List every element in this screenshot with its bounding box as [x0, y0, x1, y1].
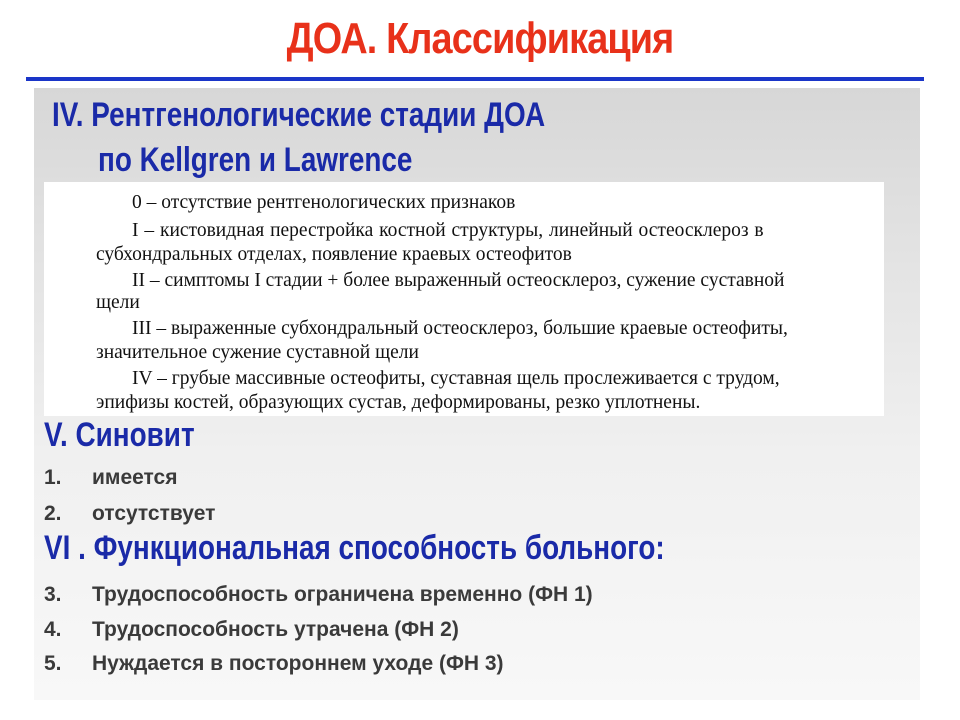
section-iv-heading-line2: по Kellgren и Lawrence	[98, 141, 413, 179]
stage-3-continuation: значительное сужение суставной щели	[96, 342, 419, 363]
stage-4-continuation: эпифизы костей, образующих сустав, деформированы, резко уплотнены.	[96, 392, 701, 413]
stage-3-line: III – выраженные субхондральный остеосклероз, большие краевые остеофиты,	[132, 318, 788, 339]
list-item-number: 1.	[44, 466, 62, 489]
list-item	[44, 466, 177, 490]
stage-1-continuation: субхондральных отделах, появление краевых остеофитов	[96, 244, 572, 265]
list-item-text: Нуждается в постороннем уходе (ФН 3)	[92, 652, 504, 675]
stage-1-line: I – кистовидная перестройка костной структуры, линейный остеосклероз в	[132, 220, 764, 241]
list-item-number: 3.	[44, 583, 62, 606]
stage-0-line: 0 – отсутствие рентгенологических признаков	[132, 192, 516, 213]
list-item-text: Трудоспособность утрачена (ФН 2)	[92, 618, 459, 641]
scanned-stages-image	[44, 182, 884, 416]
stage-2-continuation: щели	[96, 292, 140, 313]
list-item	[44, 652, 504, 676]
list-item-text: имеется	[92, 466, 178, 489]
title-underline	[26, 77, 924, 81]
section-vi-heading: VI . Функциональная способность больного:	[44, 529, 665, 567]
section-iv-heading-line1: IV. Рентгенологические стадии ДОА	[52, 96, 546, 134]
slide-title: ДОА. Классификация	[286, 14, 674, 63]
list-item	[44, 583, 593, 607]
list-item	[44, 502, 215, 526]
list-item-number: 2.	[44, 502, 62, 525]
list-item-text: отсутствует	[92, 502, 216, 525]
section-v-heading: V. Синовит	[44, 416, 195, 454]
list-item	[44, 618, 459, 642]
list-item-number: 4.	[44, 618, 62, 641]
list-item-text: Трудоспособность ограничена временно (ФН 1)	[92, 583, 593, 606]
list-item-number: 5.	[44, 652, 62, 675]
stage-4-line: IV – грубые массивные остеофиты, суставная щель прослеживается с трудом,	[132, 368, 780, 389]
stage-2-line: II – симптомы I стадии + более выраженный остеосклероз, сужение суставной	[132, 270, 785, 291]
